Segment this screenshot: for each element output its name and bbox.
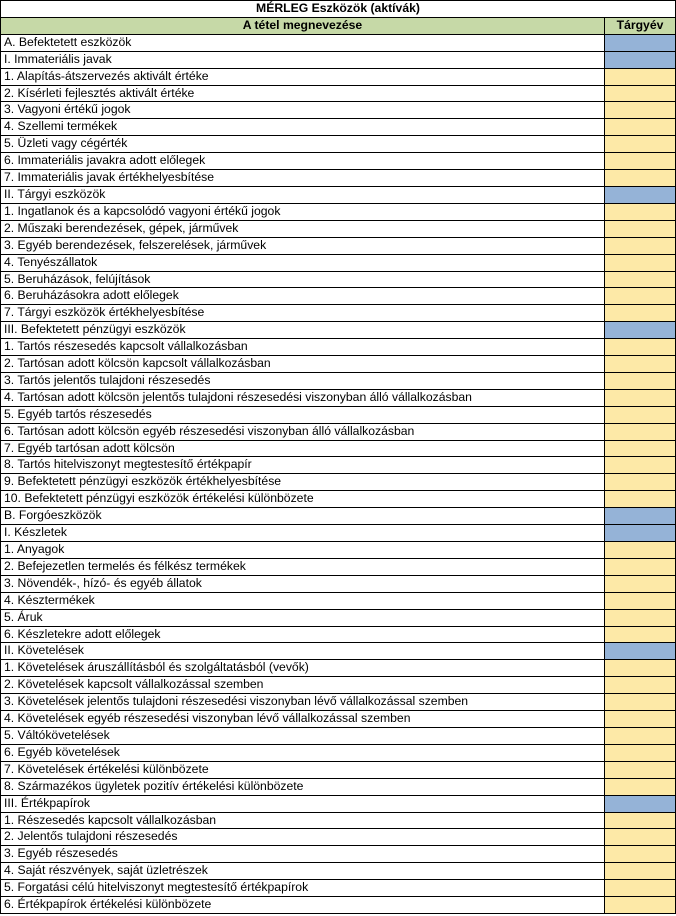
table-row (1, 626, 676, 643)
value-cell[interactable] (605, 423, 676, 440)
table-row (1, 711, 676, 728)
table-row (1, 271, 676, 288)
table-row (1, 575, 676, 592)
value-cell[interactable] (605, 491, 676, 508)
table-row (1, 744, 676, 761)
row-label: 3. Egyéb részesedés (1, 846, 605, 863)
column-header-name: A tétel megnevezése (1, 17, 605, 34)
row-label: 3. Egyéb berendezések, felszerelések, járművek (1, 237, 605, 254)
row-label: 4. Tartósan adott kölcsön jelentős tulajdoni részesedési viszonyban álló vállalkozásban (1, 389, 605, 406)
value-cell[interactable] (605, 322, 676, 339)
value-cell[interactable] (605, 558, 676, 575)
table-row (1, 119, 676, 136)
table-row (1, 727, 676, 744)
table-row (1, 372, 676, 389)
header-row (1, 17, 676, 34)
value-cell[interactable] (605, 829, 676, 846)
table-row (1, 254, 676, 271)
row-label: 8. Tartós hitelviszonyt megtestesítő értékpapír (1, 457, 605, 474)
row-label: 6. Egyéb követelések (1, 744, 605, 761)
table-row (1, 102, 676, 119)
row-label: 7. Követelések értékelési különbözete (1, 761, 605, 778)
table-row (1, 677, 676, 694)
row-label: 1. Tartós részesedés kapcsolt vállalkozásban (1, 339, 605, 356)
row-label: 6. Beruházásokra adott előlegek (1, 288, 605, 305)
row-label: 7. Tárgyi eszközök értékhelyesbítése (1, 305, 605, 322)
row-label: 1. Követelések áruszállításból és szolgáltatásból (vevők) (1, 660, 605, 677)
value-cell[interactable] (605, 68, 676, 85)
value-cell[interactable] (605, 339, 676, 356)
row-label: 2. Befejezetlen termelés és félkész termékek (1, 558, 605, 575)
value-cell[interactable] (605, 474, 676, 491)
table-row (1, 305, 676, 322)
value-cell[interactable] (605, 305, 676, 322)
value-cell[interactable] (605, 186, 676, 203)
value-cell[interactable] (605, 406, 676, 423)
table-row (1, 643, 676, 660)
value-cell[interactable] (605, 897, 676, 914)
row-label: 4. Saját részvények, saját üzletrészek (1, 863, 605, 880)
value-cell[interactable] (605, 727, 676, 744)
row-label: 7. Immateriális javak értékhelyesbítése (1, 170, 605, 187)
row-label: 2. Tartósan adott kölcsön kapcsolt vállalkozásban (1, 356, 605, 373)
value-cell[interactable] (605, 288, 676, 305)
table-body (1, 1, 676, 914)
table-row (1, 237, 676, 254)
title-row (1, 1, 676, 18)
row-label: 5. Egyéb tartós részesedés (1, 406, 605, 423)
column-header-value: Tárgyév (605, 17, 676, 34)
table-row (1, 440, 676, 457)
value-cell[interactable] (605, 51, 676, 68)
table-row (1, 423, 676, 440)
value-cell[interactable] (605, 34, 676, 51)
value-cell[interactable] (605, 254, 676, 271)
row-label: 6. Immateriális javakra adott előlegek (1, 153, 605, 170)
row-label: 4. Tenyészállatok (1, 254, 605, 271)
table-row (1, 220, 676, 237)
value-cell[interactable] (605, 203, 676, 220)
value-cell[interactable] (605, 660, 676, 677)
value-cell[interactable] (605, 457, 676, 474)
row-label: 3. Tartós jelentős tulajdoni részesedés (1, 372, 605, 389)
value-cell[interactable] (605, 795, 676, 812)
value-cell[interactable] (605, 778, 676, 795)
row-label: 1. Részesedés kapcsolt vállalkozásban (1, 812, 605, 829)
row-label: 3. Növendék-, hízó- és egyéb állatok (1, 575, 605, 592)
row-label: 5. Áruk (1, 609, 605, 626)
table-row (1, 812, 676, 829)
value-cell[interactable] (605, 575, 676, 592)
table-row (1, 322, 676, 339)
table-title: MÉRLEG Eszközök (aktívák) (1, 1, 676, 18)
value-cell[interactable] (605, 761, 676, 778)
table-row (1, 508, 676, 525)
value-cell[interactable] (605, 372, 676, 389)
table-row (1, 186, 676, 203)
table-row (1, 136, 676, 153)
row-label: 2. Kísérleti fejlesztés aktivált értéke (1, 85, 605, 102)
table-row (1, 542, 676, 559)
row-label: 6. Készletekre adott előlegek (1, 626, 605, 643)
row-label: 1. Alapítás-átszervezés aktivált értéke (1, 68, 605, 85)
table-row (1, 491, 676, 508)
value-cell[interactable] (605, 85, 676, 102)
row-label: 4. Késztermékek (1, 592, 605, 609)
table-row (1, 660, 676, 677)
table-row (1, 406, 676, 423)
value-cell[interactable] (605, 609, 676, 626)
value-cell[interactable] (605, 271, 676, 288)
row-label: 1. Anyagok (1, 542, 605, 559)
value-cell[interactable] (605, 880, 676, 897)
row-label: 2. Követelések kapcsolt vállalkozással szemben (1, 677, 605, 694)
table-row (1, 761, 676, 778)
table-row (1, 356, 676, 373)
table-row (1, 846, 676, 863)
value-cell[interactable] (605, 136, 676, 153)
row-label: 2. Jelentős tulajdoni részesedés (1, 829, 605, 846)
table-row (1, 85, 676, 102)
row-label: 10. Befektetett pénzügyi eszközök értékelési különbözete (1, 491, 605, 508)
table-row (1, 389, 676, 406)
table-row (1, 795, 676, 812)
table-row (1, 288, 676, 305)
value-cell[interactable] (605, 744, 676, 761)
row-label: 5. Forgatási célú hitelviszonyt megtestesítő értékpapírok (1, 880, 605, 897)
table-row (1, 203, 676, 220)
value-cell[interactable] (605, 812, 676, 829)
table-row (1, 609, 676, 626)
value-cell[interactable] (605, 542, 676, 559)
table-row (1, 68, 676, 85)
row-label: B. Forgóeszközök (1, 508, 605, 525)
table-row (1, 474, 676, 491)
row-label: I. Immateriális javak (1, 51, 605, 68)
row-label: II. Követelések (1, 643, 605, 660)
row-label: 6. Értékpapírok értékelési különbözete (1, 897, 605, 914)
row-label: 4. Szellemi termékek (1, 119, 605, 136)
table-row (1, 153, 676, 170)
row-label: 9. Befektetett pénzügyi eszközök értékhelyesbítése (1, 474, 605, 491)
value-cell[interactable] (605, 592, 676, 609)
value-cell[interactable] (605, 389, 676, 406)
value-cell[interactable] (605, 711, 676, 728)
table-row (1, 457, 676, 474)
value-cell[interactable] (605, 626, 676, 643)
value-cell[interactable] (605, 237, 676, 254)
table-row (1, 525, 676, 542)
table-row (1, 558, 676, 575)
row-label: 4. Követelések egyéb részesedési viszonyban lévő vállalkozással szemben (1, 711, 605, 728)
row-label: 5. Beruházások, felújítások (1, 271, 605, 288)
table-row (1, 778, 676, 795)
row-label: II. Tárgyi eszközök (1, 186, 605, 203)
table-row (1, 880, 676, 897)
row-label: 3. Vagyoni értékű jogok (1, 102, 605, 119)
row-label: 7. Egyéb tartósan adott kölcsön (1, 440, 605, 457)
value-cell[interactable] (605, 119, 676, 136)
table-row (1, 694, 676, 711)
value-cell[interactable] (605, 846, 676, 863)
table-row (1, 829, 676, 846)
table-row (1, 51, 676, 68)
table-row (1, 592, 676, 609)
row-label: 3. Követelések jelentős tulajdoni részesedési viszonyban lévő vállalkozással szemben (1, 694, 605, 711)
row-label: 6. Tartósan adott kölcsön egyéb részesedési viszonyban álló vállalkozásban (1, 423, 605, 440)
row-label: 5. Üzleti vagy cégérték (1, 136, 605, 153)
row-label: I. Készletek (1, 525, 605, 542)
table-row (1, 170, 676, 187)
row-label: III. Értékpapírok (1, 795, 605, 812)
value-cell[interactable] (605, 220, 676, 237)
value-cell[interactable] (605, 525, 676, 542)
value-cell[interactable] (605, 356, 676, 373)
value-cell[interactable] (605, 170, 676, 187)
value-cell[interactable] (605, 102, 676, 119)
value-cell[interactable] (605, 643, 676, 660)
row-label: 8. Származékos ügyletek pozitív értékelési különbözete (1, 778, 605, 795)
row-label: 5. Váltókövetelések (1, 727, 605, 744)
table-row (1, 863, 676, 880)
value-cell[interactable] (605, 677, 676, 694)
row-label: 2. Műszaki berendezések, gépek, járművek (1, 220, 605, 237)
row-label: A. Befektetett eszközök (1, 34, 605, 51)
value-cell[interactable] (605, 153, 676, 170)
value-cell[interactable] (605, 508, 676, 525)
value-cell[interactable] (605, 694, 676, 711)
value-cell[interactable] (605, 440, 676, 457)
value-cell[interactable] (605, 863, 676, 880)
row-label: III. Befektetett pénzügyi eszközök (1, 322, 605, 339)
table-row (1, 897, 676, 914)
row-label: 1. Ingatlanok és a kapcsolódó vagyoni értékű jogok (1, 203, 605, 220)
table-row (1, 339, 676, 356)
table-row (1, 34, 676, 51)
